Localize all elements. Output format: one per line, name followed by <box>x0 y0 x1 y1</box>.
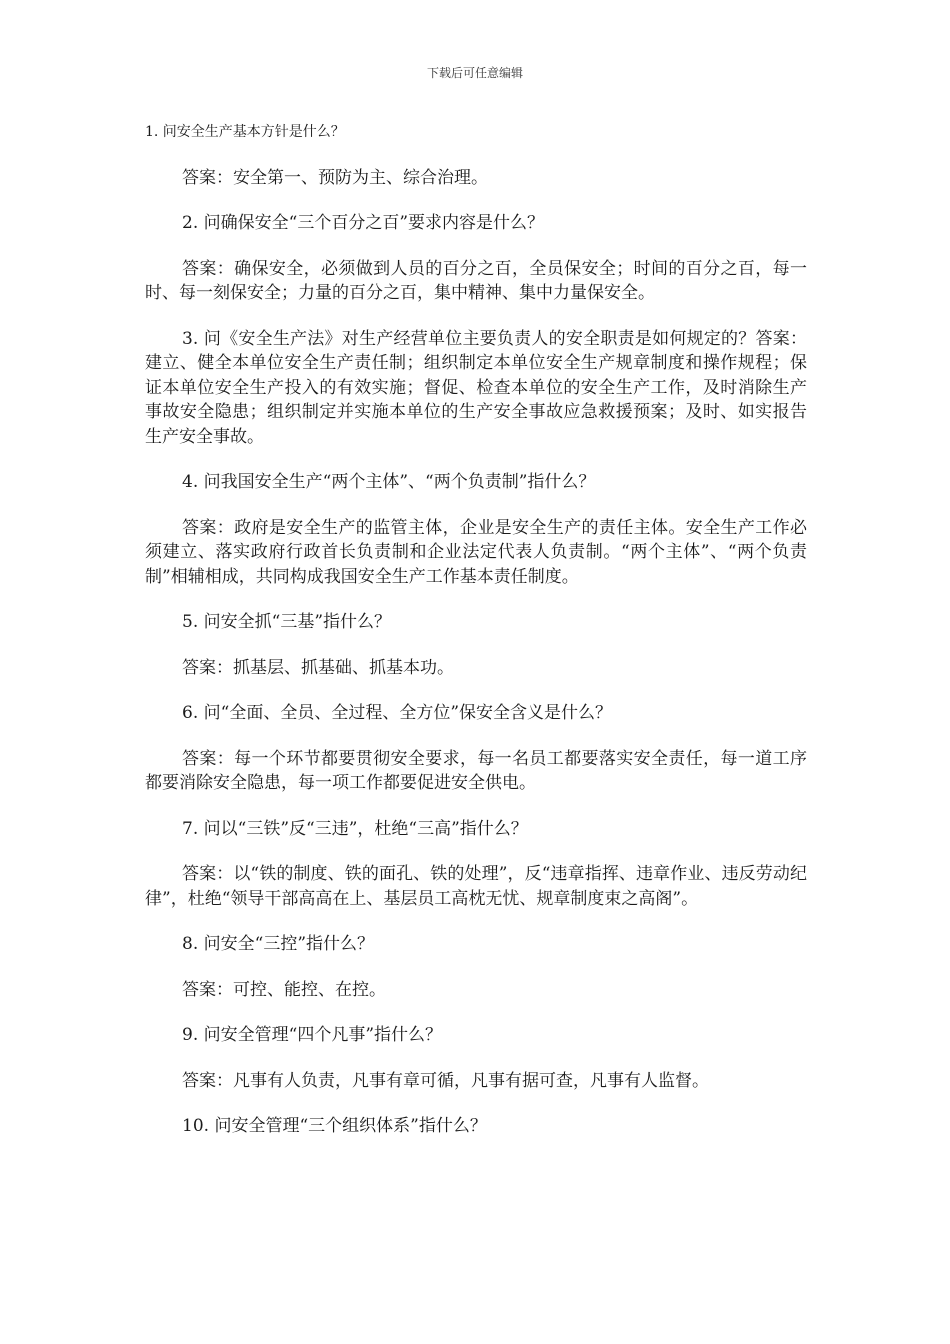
header-note: 下载后可任意编辑 <box>426 66 523 80</box>
question-5: 5. 问安全抓“三基”指什么？ <box>182 612 392 632</box>
answer-9: 答案：凡事有人负责，凡事有章可循，凡事有据可查，凡事有人监督。 <box>182 1070 709 1091</box>
answer-8: 答案：可控、能控、在控。 <box>182 979 386 1000</box>
answer-7: 答案：以“铁的制度、铁的面孔、铁的处理”，反“违章指挥、违章作业、违反劳动纪律”，杜绝“领导干部高高在上、基层员工高枕无忧、规章制度束之高阁”。 <box>145 864 807 909</box>
question-2: 2. 问确保安全“三个百分之百”要求内容是什么？ <box>182 213 545 233</box>
answer-5: 答案：抓基层、抓基础、抓基本功。 <box>182 657 454 678</box>
answer-4: 答案：政府是安全生产的监管主体，企业是安全生产的责任主体。安全生产工作必须建立、落实政府行政首长负责制和企业法定代表人负责制。“两个主体”、“两个负责制”相辅相成，共同构成我国安全生产工作基本责任制度。 <box>145 517 807 587</box>
answer-2: 答案：确保安全，必须做到人员的百分之百，全员保安全；时间的百分之百，每一时、每一刻保安全；力量的百分之百，集中精神、集中力量保安全。 <box>145 258 807 303</box>
question-6: 6. 问“全面、全员、全过程、全方位”保安全含义是什么？ <box>182 703 613 723</box>
question-10: 10. 问安全管理“三个组织体系”指什么？ <box>182 1116 487 1136</box>
question-4: 4. 问我国安全生产“两个主体”、“两个负责制”指什么？ <box>182 472 596 492</box>
answer-6: 答案：每一个环节都要贯彻安全要求，每一名员工都要落实安全责任，每一道工序都要消除安全隐患，每一项工作都要促进安全供电。 <box>145 748 807 793</box>
question-7: 7. 问以“三铁”反“三违”，杜绝“三高”指什么？ <box>182 818 528 839</box>
question-9: 9. 问安全管理“四个凡事”指什么？ <box>182 1025 443 1045</box>
answer-1: 答案：安全第一、预防为主、综合治理。 <box>182 167 488 188</box>
question-answer-3: 3. 问《安全生产法》对生产经营单位主要负责人的安全职责是如何规定的？答案：建立、健全本单位安全生产责任制；组织制定本单位安全生产规章制度和操作规程；保证本单位安全生产投入的有效实施；督促、检查本单位的安全生产工作，及时消除生产事故安全隐患；组织制定并实施本单位的生产安全事故应急救援预案；及时、如实报告生产安全事故。 <box>145 328 807 447</box>
question-1: 1. 问安全生产基本方针是什么？ <box>145 124 345 140</box>
document-body <box>145 120 807 1139</box>
question-8: 8. 问安全“三控”指什么？ <box>182 934 375 954</box>
